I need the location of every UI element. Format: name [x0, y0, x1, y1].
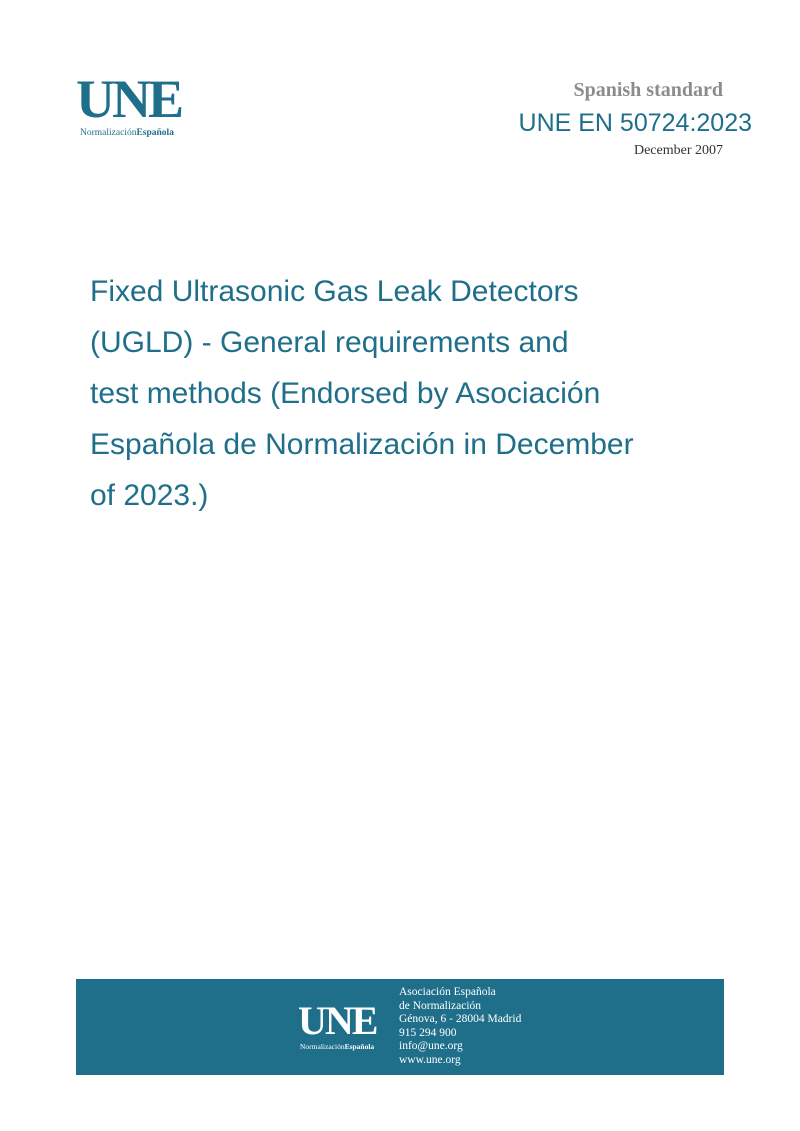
title-line: of 2023.) [90, 479, 209, 512]
address-line: Génova, 6 - 28004 Madrid [399, 1013, 522, 1026]
email-address: info@une.org [399, 1040, 463, 1053]
title-line: (UGLD) - General requirements and [90, 326, 569, 359]
address-line: de Normalización [399, 999, 482, 1012]
logo-subtitle [80, 128, 181, 138]
title-line: Española de Normalización in December [90, 428, 634, 461]
document-title [90, 266, 730, 521]
website-address: www.une.org [399, 1053, 461, 1066]
logo-subtitle-regular: Normalización [80, 128, 137, 138]
footer-logo-subtitle-regular: Normalización [300, 1042, 345, 1051]
address-line: Asociación Española [399, 986, 496, 998]
logo-subtitle-bold: Española [136, 128, 174, 138]
logo-wordmark: UNE [76, 69, 182, 129]
title-line: Fixed Ultrasonic Gas Leak Detectors [90, 275, 579, 308]
footer-banner [76, 979, 724, 1075]
footer-logo-wordmark: UNE [298, 998, 377, 1043]
footer-logo-subtitle [300, 1042, 376, 1051]
footer-address [399, 986, 521, 1068]
footer-logo [298, 998, 377, 1051]
standard-date: December 2007 [633, 143, 723, 158]
standard-code: UNE EN 50724:2023 [518, 109, 752, 137]
une-logo [76, 69, 182, 138]
footer-logo-subtitle-bold: Española [344, 1042, 375, 1051]
standard-type-label: Spanish standard [573, 79, 723, 101]
title-line: test methods (Endorsed by Asociación [90, 377, 601, 410]
phone-number: 915 294 900 [399, 1026, 457, 1039]
